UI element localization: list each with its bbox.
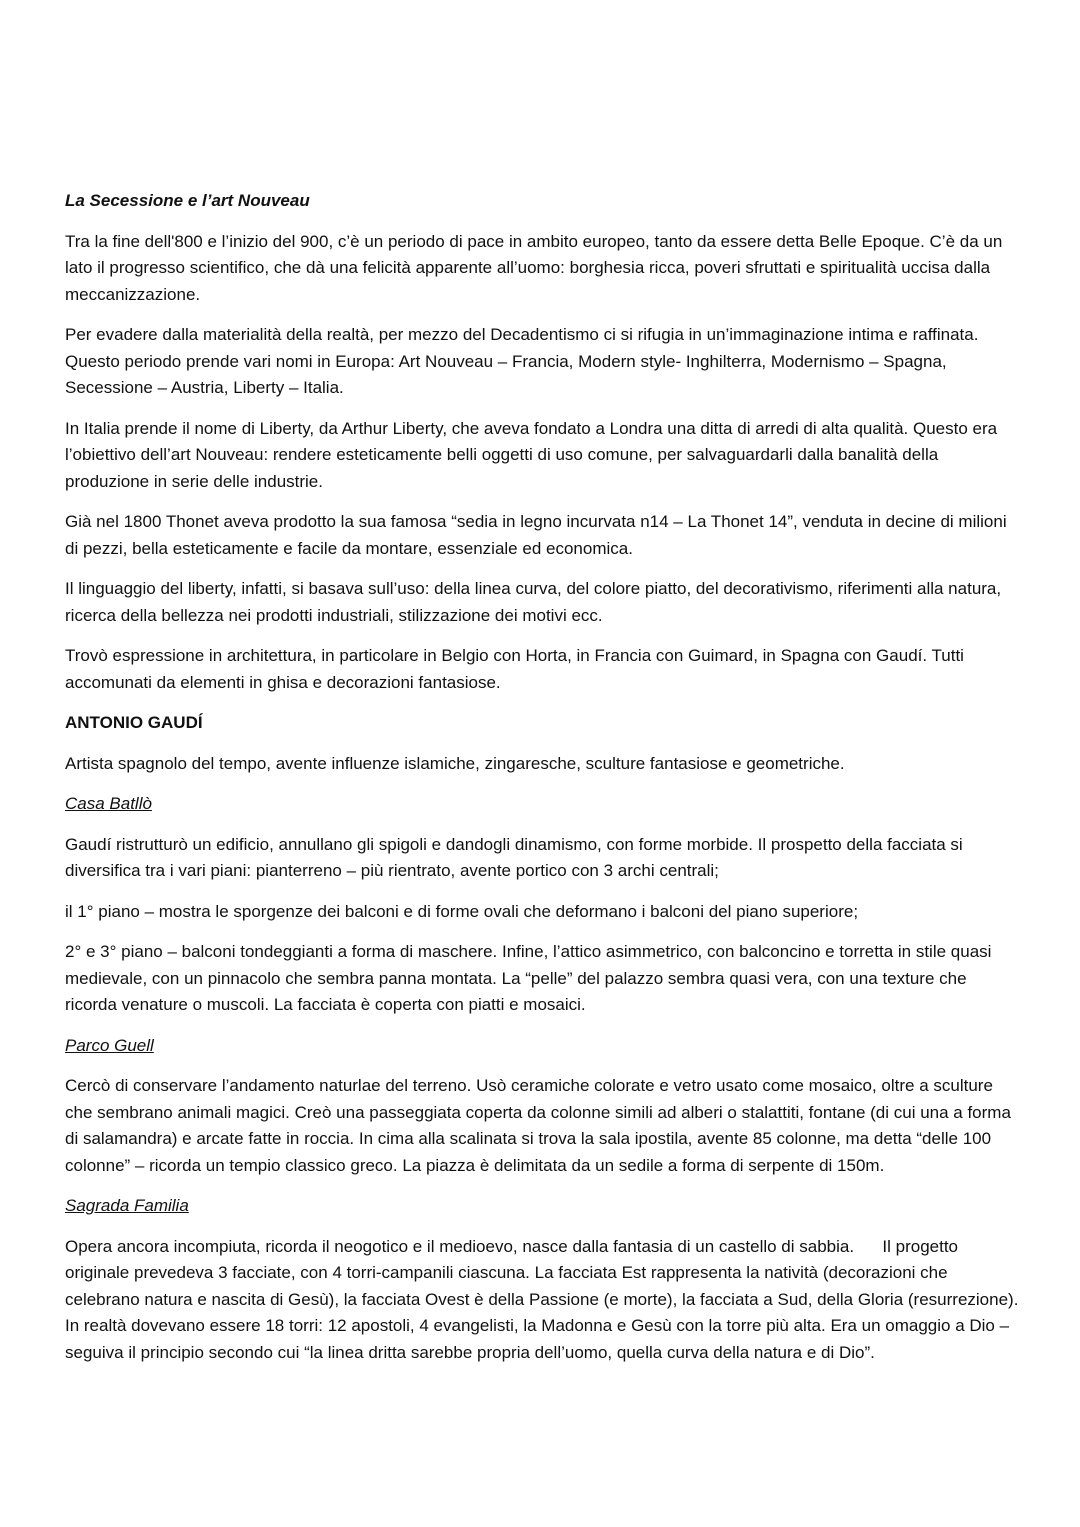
document-title: La Secessione e l’art Nouveau [65,191,310,210]
subheading-parco-guell: Parco Guell [65,1035,154,1055]
paragraph-gaudi-intro: Artista spagnolo del tempo, avente influenze islamiche, zingaresche, sculture fantasiose e geometriche. [65,753,845,773]
paragraph-sagrada: Opera ancora incompiuta, ricorda il neogotico e il medioevo, nasce dalla fantasia di un castello di sabbia. Il progetto originale prevedeva 3 facciate, con 4 torri-campanili ciascuna. La facciata Est rappresenta la natività (decorazioni che celebrano natura e nascita di Gesù), la facciata Ovest è della Passione (e morte), la facciata a Sud, della Gloria (resurrezione). In realtà dovevano essere 18 torri: 12 apostoli, 4 evangelisti, la Madonna e Gesù con la torre più alta. Era un omaggio a Dio – seguiva il principio secondo cui “la linea dritta sarebbe propria dell’uomo, quella curva della natura e di Dio”. [65,1236,1024,1362]
paragraph-guell: Cercò di conservare l’andamento naturlae del terreno. Usò ceramiche colorate e vetro usato come mosaico, oltre a sculture che sembrano animali magici. Creò una passeggiata coperta da colonne simili ad alberi o stalattiti, fontane (di cui una a forma di salamandra) e arcate fatte in roccia. In cima alla scalinata si trova la sala ipostila, avente 85 colonne, ma detta “delle 100 colonne” – ricorda un tempio classico greco. La piazza è delimitata da un sedile a forma di serpente di 150m. [65,1076,1011,1175]
paragraph-linguaggio: Il linguaggio del liberty, infatti, si basava sull’uso: della linea curva, del colore piatto, del decorativismo, riferimenti alla natura, ricerca della bellezza nei prodotti industriali, stilizzazione dei motivi ecc. [65,579,1002,625]
section-heading-gaudi: ANTONIO GAUDÍ [65,713,203,732]
paragraph-liberty: In Italia prende il nome di Liberty, da Arthur Liberty, che aveva fondato a Londra una ditta di arredi di alta qualità. Questo era l’obiettivo dell’art Nouveau: rendere esteticamente belli oggetti di uso comune, per salvaguardarli dalla banalità della produzione in serie delle industrie. [65,418,998,491]
paragraph-batllo-2: il 1° piano – mostra le sporgenze dei balconi e di forme ovali che deformano i balconi del piano superiore; [65,901,859,921]
paragraph-batllo-1: Gaudí ristrutturò un edificio, annullano gli spigoli e dandogli dinamismo, con forme morbide. Il prospetto della facciata si diversifica tra i vari piani: pianterreno – più rientrato, avente portico con 3 archi centrali; [65,834,963,880]
subheading-sagrada-familia: Sagrada Familia [65,1196,189,1215]
document-page [65,188,1024,1380]
paragraph-thonet: Già nel 1800 Thonet aveva prodotto la sua famosa “sedia in legno incurvata n14 – La Thonet 14”, venduta in decine di milioni di pezzi, bella esteticamente e facile da montare, essenziale ed economica. [65,512,1007,558]
paragraph-architettura: Trovò espressione in architettura, in particolare in Belgio con Horta, in Francia con Guimard, in Spagna con Gaudí. Tutti accomunati da elementi in ghisa e decorazioni fantasiose. [65,646,964,692]
subheading-casa-batllo: Casa Batllò [65,794,152,813]
paragraph-belle-epoque: Tra la fine dell'800 e l’inizio del 900, c’è un periodo di pace in ambito europeo, tanto da essere detta Belle Epoque. C’è da un lato il progresso scientifico, che dà una felicità apparente all’uomo: borghesia ricca, poveri sfruttati e spiritualità uccisa dalla meccanizzazione. [65,231,1003,304]
paragraph-decadentismo: Per evadere dalla materialità della realtà, per mezzo del Decadentismo ci si rifugia in un’immaginazione intima e raffinata. Questo periodo prende vari nomi in Europa: Art Nouveau – Francia, Modern style- Inghilterra, Modernismo – Spagna, Secessione – Austria, Liberty – Italia. [65,325,979,397]
paragraph-batllo-3: 2° e 3° piano – balconi tondeggianti a forma di maschere. Infine, l’attico asimmetrico, con balconcino e torretta in stile quasi medievale, con un pinnacolo che sembra panna montata. La “pelle” del palazzo sembra quasi vera, con una texture che ricorda venature o muscoli. La facciata è coperta con piatti e mosaici. [65,942,992,1014]
